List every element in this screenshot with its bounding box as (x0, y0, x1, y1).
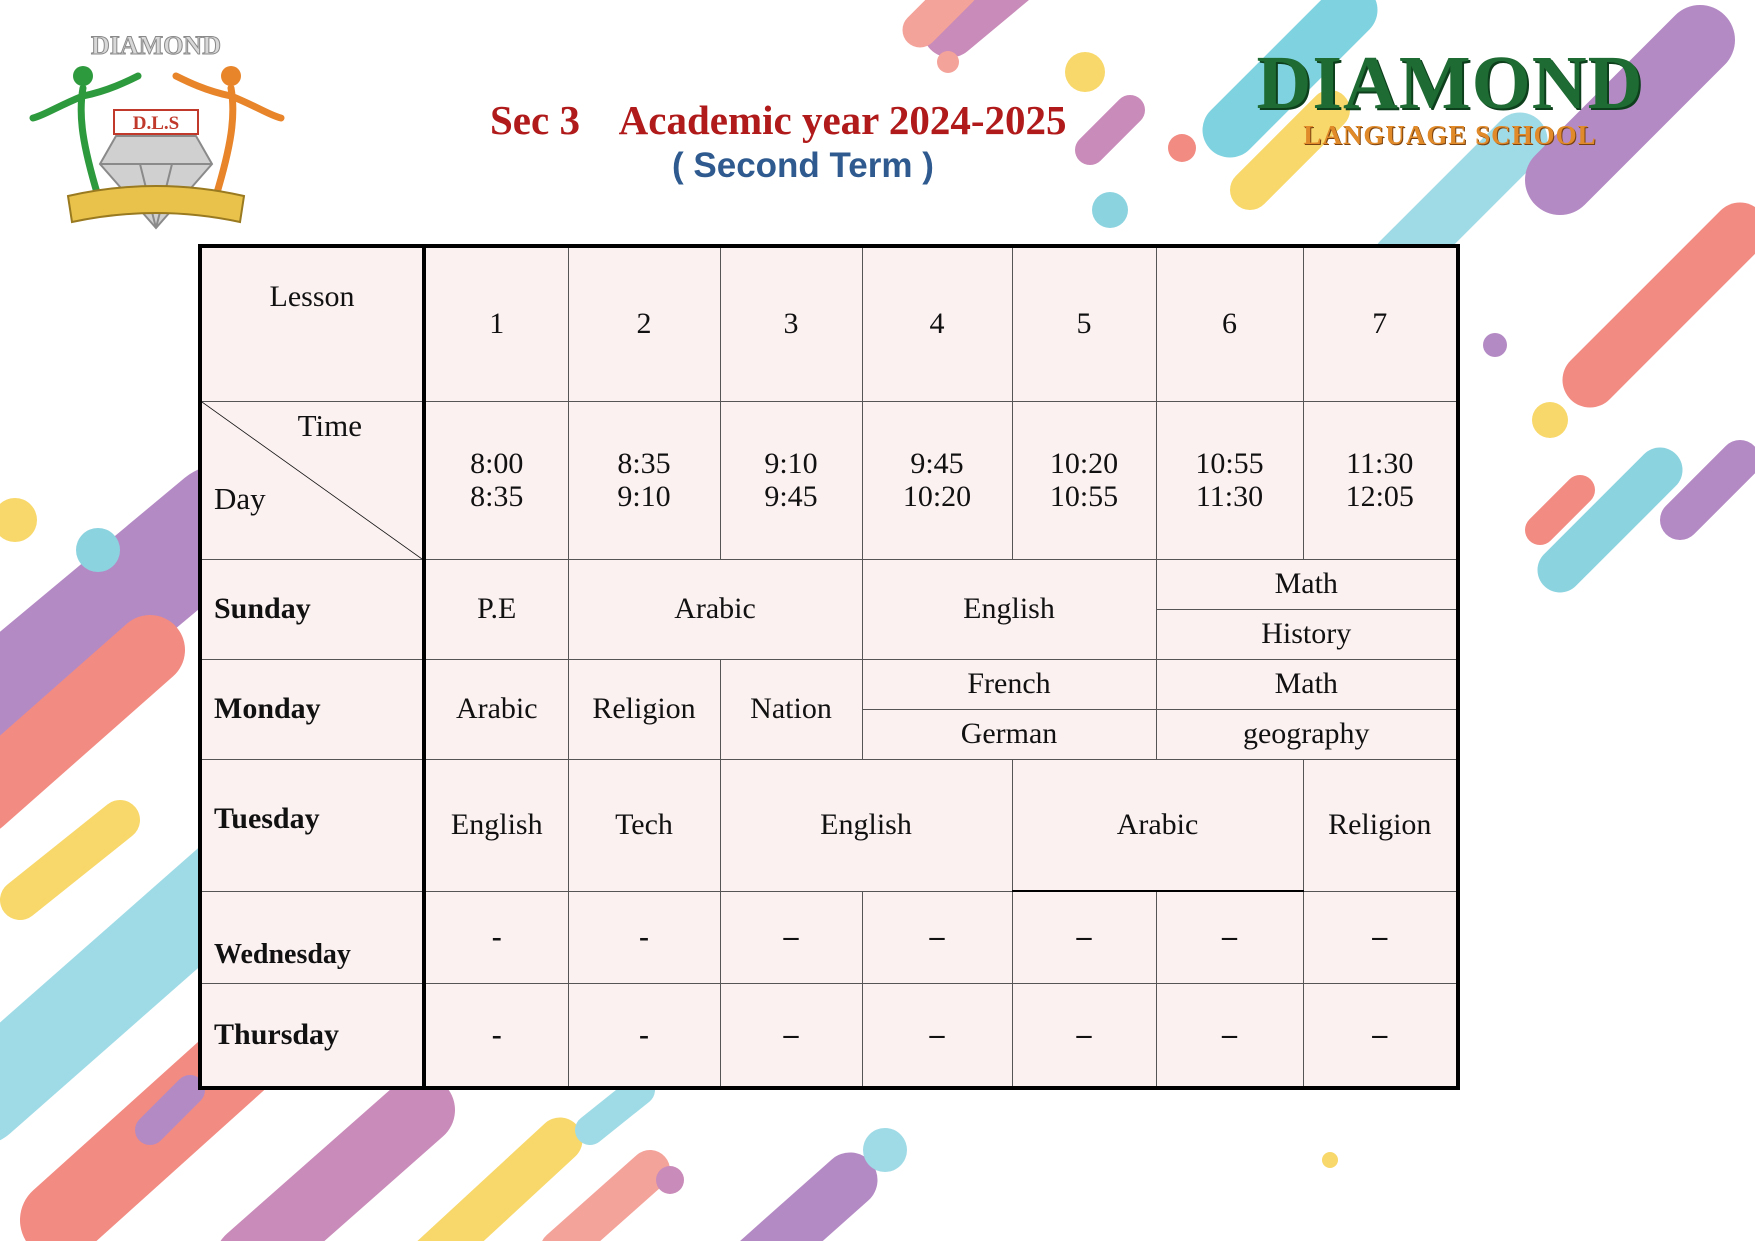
subject-cell: French (862, 659, 1156, 709)
day-label: Day (214, 480, 266, 516)
tuesday-row (200, 759, 1458, 891)
empty-slot: – (1156, 891, 1303, 983)
wednesday-row (200, 891, 1458, 983)
subject-cell: Arabic (568, 559, 862, 659)
empty-slot: - (424, 983, 568, 1088)
brand-subtitle: LANGUAGE SCHOOL (1303, 120, 1597, 150)
empty-slot: – (1012, 891, 1156, 983)
empty-slot: – (1012, 983, 1156, 1088)
empty-slot: – (1156, 983, 1303, 1088)
school-emblem (28, 26, 288, 236)
time-day-corner (200, 401, 424, 559)
thursday-row (200, 983, 1458, 1088)
subject-cell: German (862, 709, 1156, 759)
day-name: Sunday (200, 559, 424, 659)
day-name: Wednesday (200, 891, 424, 983)
time-slot: 8:35 9:10 (568, 401, 720, 559)
page-title: Sec 3 Academic year 2024-2025 (490, 97, 1067, 143)
subject-cell: Arabic (424, 659, 568, 759)
subject-cell: History (1156, 609, 1458, 659)
empty-slot: – (862, 983, 1012, 1088)
time-label: Time (297, 407, 362, 443)
empty-slot: – (720, 983, 862, 1088)
time-slot: 11:30 12:05 (1303, 401, 1458, 559)
time-slot: 10:55 11:30 (1156, 401, 1303, 559)
subject-cell: geography (1156, 709, 1458, 759)
lesson-label: Lesson (200, 246, 424, 401)
term-subtitle: ( Second Term ) (672, 146, 934, 185)
subject-cell: English (424, 759, 568, 891)
subject-cell: Nation (720, 659, 862, 759)
subject-cell: English (720, 759, 1012, 891)
monday-row (200, 659, 1458, 709)
svg-text:DIAMOND: DIAMOND (91, 31, 221, 60)
empty-slot: – (720, 891, 862, 983)
empty-slot: – (1303, 891, 1458, 983)
time-slot: 8:00 8:35 (424, 401, 568, 559)
empty-slot: - (568, 983, 720, 1088)
subject-cell: Arabic (1012, 759, 1303, 891)
lesson-number: 4 (862, 246, 1012, 401)
lesson-number: 5 (1012, 246, 1156, 401)
time-slot: 9:10 9:45 (720, 401, 862, 559)
empty-slot: - (568, 891, 720, 983)
lesson-number: 6 (1156, 246, 1303, 401)
subject-cell: Tech (568, 759, 720, 891)
emblem-initials: D.L.S (132, 113, 180, 134)
subject-cell: Math (1156, 559, 1458, 609)
empty-slot: – (1303, 983, 1458, 1088)
lesson-number: 7 (1303, 246, 1458, 401)
subject-cell: P.E (424, 559, 568, 659)
day-name: Monday (200, 659, 424, 759)
empty-slot: – (862, 891, 1012, 983)
subject-cell: Religion (1303, 759, 1458, 891)
day-name: Tuesday (200, 759, 424, 891)
brand-name: DIAMOND (1256, 41, 1644, 125)
lesson-number: 2 (568, 246, 720, 401)
lesson-number: 1 (424, 246, 568, 401)
lesson-header-row (200, 246, 1458, 401)
day-name: Thursday (200, 983, 424, 1088)
sunday-row (200, 559, 1458, 609)
time-row (200, 401, 1458, 559)
time-slot: 9:45 10:20 (862, 401, 1012, 559)
timetable (198, 244, 1460, 1090)
subject-cell: English (862, 559, 1156, 659)
empty-slot: - (424, 891, 568, 983)
lesson-number: 3 (720, 246, 862, 401)
subject-cell: Religion (568, 659, 720, 759)
time-slot: 10:20 10:55 (1012, 401, 1156, 559)
subject-cell: Math (1156, 659, 1458, 709)
